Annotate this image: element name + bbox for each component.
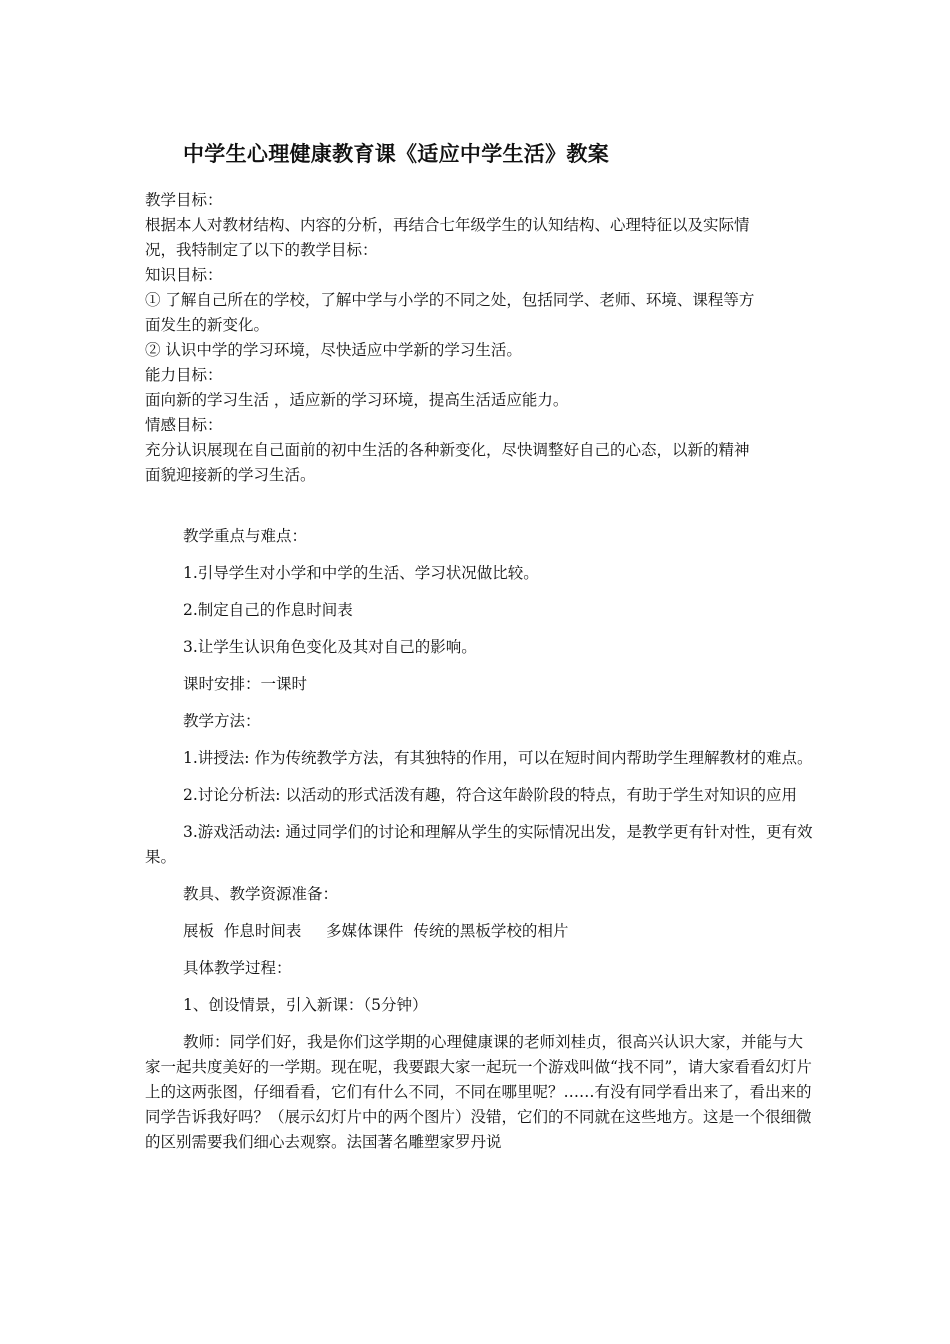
emotion-text-line2: 面貌迎接新的学习生活。	[145, 466, 316, 484]
objectives-section	[145, 188, 815, 488]
resources-heading: 教具、教学资源准备：	[183, 885, 339, 903]
emotion-heading: 情感目标：	[145, 416, 223, 434]
objectives-intro-line1: 根据本人对教材结构、内容的分析，再结合七年级学生的认知结构、心理特征以及实际情	[145, 216, 750, 234]
resources-items: 展板 作息时间表 多媒体课件 传统的黑板学校的相片	[183, 922, 569, 940]
knowledge-heading: 知识目标：	[145, 266, 223, 284]
key-points-heading: 教学重点与难点：	[183, 527, 308, 545]
process-heading: 具体教学过程：	[183, 959, 292, 977]
emotion-text-line1: 充分认识展现在自己面前的初中生活的各种新变化，尽快调整好自己的心态，以新的精神	[145, 441, 750, 459]
key-point-item-1: 1.引导学生对小学和中学的生活、学习状况做比较。	[183, 564, 539, 582]
schedule-text: 课时安排：一课时	[183, 675, 308, 693]
teacher-script-paragraph: 教师：同学们好，我是你们这学期的心理健康课的老师刘桂贞，很高兴认识大家，并能与大家一起共度美好的一学期。现在呢，我要跟大家一起玩一个游戏叫做“找不同”，请大家看看幻灯片上的这两张图，仔细看看，它们有什么不同，不同在哪里呢？……有没有同学看出来了，看出来的同学告诉我好吗？（展示幻灯片中的两个图片）没错，它们的不同就在这些地方。这是一个很细微的区别需要我们细心去观察。法国著名雕塑家罗丹说	[145, 1033, 812, 1151]
method-item-1: 1.讲授法: 作为传统教学方法，有其独特的作用，可以在短时间内帮助学生理解教材的难点。	[183, 749, 813, 767]
key-point-item-3: 3.让学生认识角色变化及其对自己的影响。	[183, 638, 477, 656]
key-point-item-2: 2.制定自己的作息时间表	[183, 601, 353, 619]
knowledge-item-1-line2: 面发生的新变化。	[145, 316, 270, 334]
objectives-heading: 教学目标：	[145, 191, 223, 209]
ability-text: 面向新的学习生活 ，适应新的学习环境，提高生活适应能力。	[145, 391, 569, 409]
ability-heading: 能力目标：	[145, 366, 223, 384]
methods-heading: 教学方法：	[183, 712, 261, 730]
lesson-details-section	[145, 524, 815, 1155]
page-title: 中学生心理健康教育课《适应中学生活》教案	[183, 142, 609, 166]
objectives-intro-line2: 况，我特制定了以下的教学目标：	[145, 241, 378, 259]
knowledge-item-1-line1: ① 了解自己所在的学校，了解中学与小学的不同之处，包括同学、老师、环境、课程等方	[145, 291, 755, 309]
method-item-3: 3.游戏活动法: 通过同学们的讨论和理解从学生的实际情况出发，是教学更有针对性，更有效果。	[145, 823, 813, 866]
knowledge-item-2: ② 认识中学的学习环境，尽快适应中学新的学习生活。	[145, 341, 522, 359]
process-step-1: 1、创设情景，引入新课：（5分钟）	[183, 996, 428, 1014]
method-item-2: 2.讨论分析法: 以活动的形式活泼有趣，符合这年龄阶段的特点，有助于学生对知识的应用	[183, 786, 797, 804]
